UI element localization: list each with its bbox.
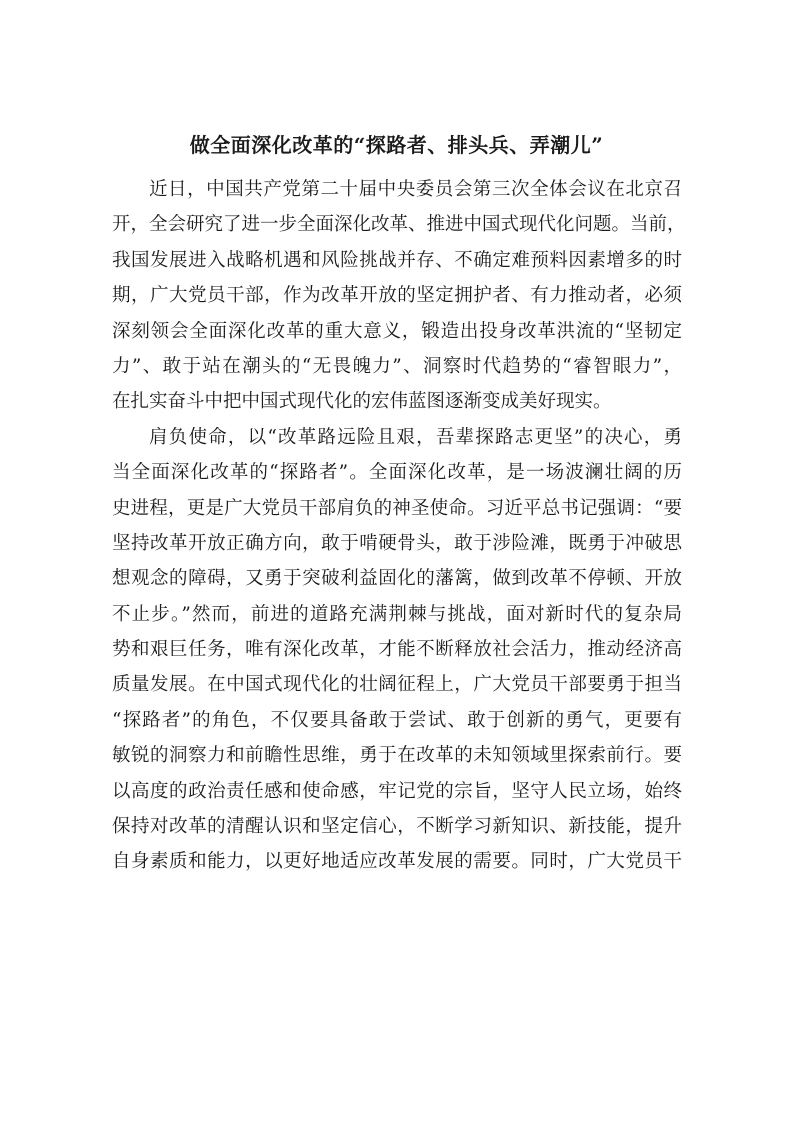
- text-line: 力”、敢于站在潮头的“无畏魄力”、洞察时代趋势的“睿智眼力”，: [112, 355, 682, 377]
- article-body: [112, 172, 686, 880]
- text-line: 坚持改革开放正确方向，敢于啃硬骨头，敢于涉险滩，既勇于冲破思: [112, 532, 682, 554]
- page-title: 做全面深化改革的“探路者、排头兵、弄潮儿”: [189, 133, 604, 157]
- text-line: “探路者”的角色，不仅要具备敢于尝试、敢于创新的勇气，更要有: [112, 709, 682, 731]
- text-line: 自身素质和能力，以更好地适应改革发展的需要。同时，广大党员干: [112, 851, 682, 873]
- text-line: 势和艰巨任务，唯有深化改革，才能不断释放社会活力，推动经济高: [112, 639, 682, 661]
- text-line: 深刻领会全面深化改革的重大意义，锻造出投身改革洪流的“坚韧定: [112, 320, 682, 342]
- text-line: 肩负使命，以“改革路远险且艰，吾辈探路志更坚”的决心，勇: [149, 426, 682, 448]
- text-line: 当全面深化改革的“探路者”。全面深化改革，是一场波澜壮阔的历: [112, 462, 682, 484]
- paragraph-1: [112, 172, 686, 420]
- text-line: 质量发展。在中国式现代化的壮阔征程上，广大党员干部要勇于担当: [112, 674, 682, 696]
- text-line: 我国发展进入战略机遇和风险挑战并存、不确定难预料因素增多的时: [112, 249, 682, 271]
- text-line: 期，广大党员干部，作为改革开放的坚定拥护者、有力推动者，必须: [112, 285, 682, 307]
- paragraph-2: [112, 420, 682, 880]
- text-line: 以高度的政治责任感和使命感，牢记党的宗旨，坚守人民立场，始终: [112, 780, 682, 802]
- text-line: 在扎实奋斗中把中国式现代化的宏伟蓝图逐渐变成美好现实。: [112, 391, 612, 413]
- text-line: 敏锐的洞察力和前瞻性思维，勇于在改革的未知领域里探索前行。要: [112, 745, 682, 767]
- text-line: 开，全会研究了进一步全面深化改革、推进中国式现代化问题。当前，: [112, 214, 686, 236]
- text-line: 想观念的障碍，又勇于突破利益固化的藩篱，做到改革不停顿、开放: [112, 568, 682, 590]
- text-line: 不止步。”然而，前进的道路充满荆棘与挑战，面对新时代的复杂局: [112, 603, 682, 625]
- text-line: 保持对改革的清醒认识和坚定信心，不断学习新知识、新技能，提升: [112, 816, 682, 838]
- text-line: 史进程，更是广大党员干部肩负的神圣使命。习近平总书记强调：“要: [112, 497, 682, 519]
- text-line: 近日，中国共产党第二十届中央委员会第三次全体会议在北京召: [149, 179, 682, 200]
